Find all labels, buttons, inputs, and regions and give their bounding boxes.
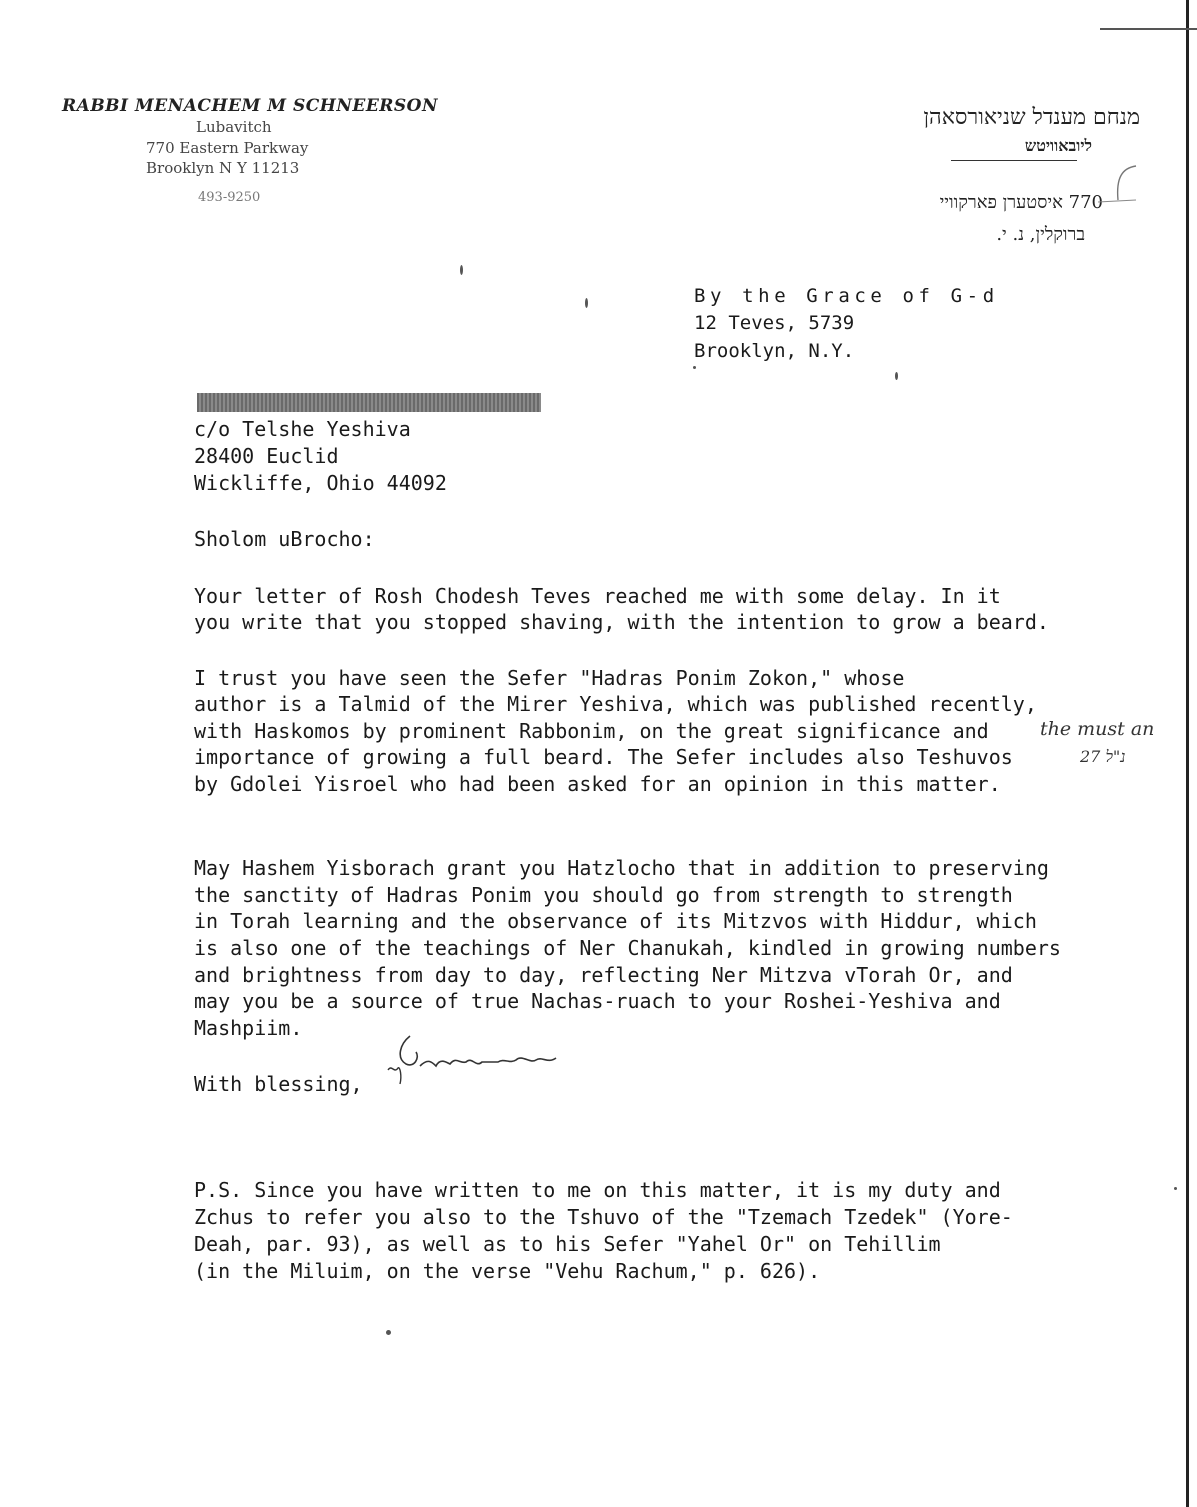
handwritten-note: the must an bbox=[1040, 718, 1155, 740]
scan-speck bbox=[386, 1330, 391, 1335]
closing: With blessing, bbox=[194, 1072, 363, 1096]
letterhead-hebrew-street: 770 איסטערן פארקוויי bbox=[939, 192, 1103, 213]
paragraph-line: Your letter of Rosh Chodesh Teves reached me with some delay. In it bbox=[194, 584, 1001, 608]
page-edge-line bbox=[1186, 0, 1189, 1507]
paragraph-line: I trust you have seen the Sefer "Hadras Ponim Zokon," whose bbox=[194, 666, 905, 690]
scan-speck bbox=[585, 298, 588, 308]
paragraph-line: Mashpiim. bbox=[194, 1016, 303, 1040]
paragraph-line: by Gdolei Yisroel who had been asked for an opinion in this matter. bbox=[194, 772, 1001, 796]
letterhead-hebrew-town: ליובאוויטש bbox=[1024, 136, 1092, 155]
paragraph-line: with Haskomos by prominent Rabbonim, on the great significance and bbox=[194, 719, 989, 743]
letterhead-line: Brooklyn N Y 11213 bbox=[146, 159, 300, 177]
scan-speck bbox=[460, 265, 463, 275]
letterhead-hebrew-name: מנחם מענדל שניאורסאהן bbox=[923, 105, 1140, 130]
address-line: c/o Telshe Yeshiva bbox=[194, 417, 411, 441]
paragraph-line: and brightness from day to day, reflecting Ner Mitzva vTorah Or, and bbox=[194, 963, 1013, 987]
address-line: Wickliffe, Ohio 44092 bbox=[194, 471, 447, 495]
letterhead-hebrew-city: ברוקלין, נ. י. bbox=[996, 224, 1085, 245]
paragraph-line: the sanctity of Hadras Ponim you should go from strength to strength bbox=[194, 883, 1013, 907]
address-line: 28400 Euclid bbox=[194, 444, 339, 468]
scan-speck bbox=[895, 372, 898, 380]
paragraph-line: is also one of the teachings of Ner Chanukah, kindled in growing numbers bbox=[194, 936, 1061, 960]
date-grace: By the Grace of G-d bbox=[694, 285, 999, 307]
page-edge-line-top bbox=[1100, 28, 1197, 30]
paragraph-line: author is a Talmid of the Mirer Yeshiva, which was published recently, bbox=[194, 692, 1037, 716]
date-hebrew: 12 Teves, 5739 bbox=[694, 312, 855, 334]
paragraph-line: you write that you stopped shaving, with the intention to grow a beard. bbox=[194, 610, 1049, 634]
letterhead-phone: 493-9250 bbox=[198, 190, 261, 205]
salutation: Sholom uBrocho: bbox=[194, 527, 375, 551]
handwritten-note: נ"ל 27 bbox=[1080, 747, 1126, 766]
paragraph-line: may you be a source of true Nachas-ruach to your Roshei-Yeshiva and bbox=[194, 989, 1001, 1013]
postscript-line: (in the Miluim, on the verse "Vehu Rachum," p. 626). bbox=[194, 1259, 821, 1283]
letterhead-line: 770 Eastern Parkway bbox=[146, 139, 309, 157]
scan-speck bbox=[1174, 1187, 1177, 1190]
signature bbox=[380, 1028, 590, 1088]
scan-speck bbox=[693, 366, 696, 369]
postscript-line: P.S. Since you have written to me on this matter, it is my duty and bbox=[194, 1178, 1001, 1202]
date-place: Brooklyn, N.Y. bbox=[694, 340, 855, 362]
paragraph-line: May Hashem Yisborach grant you Hatzlocho that in addition to preserving bbox=[194, 856, 1049, 880]
paragraph-line: in Torah learning and the observance of its Mitzvos with Hiddur, which bbox=[194, 909, 1037, 933]
redacted-recipient-name bbox=[197, 393, 541, 412]
letterhead-name: RABBI MENACHEM M SCHNEERSON bbox=[62, 96, 439, 116]
letterhead-rule bbox=[951, 160, 1077, 161]
letterhead-english bbox=[62, 96, 438, 116]
bracket-mark bbox=[1096, 160, 1156, 250]
postscript-line: Deah, par. 93), as well as to his Sefer "Yahel Or" on Tehillim bbox=[194, 1232, 941, 1256]
paragraph-line: importance of growing a full beard. The Sefer includes also Teshuvos bbox=[194, 745, 1013, 769]
letterhead-line: Lubavitch bbox=[196, 118, 272, 136]
postscript-line: Zchus to refer you also to the Tshuvo of the "Tzemach Tzedek" (Yore- bbox=[194, 1205, 1013, 1229]
